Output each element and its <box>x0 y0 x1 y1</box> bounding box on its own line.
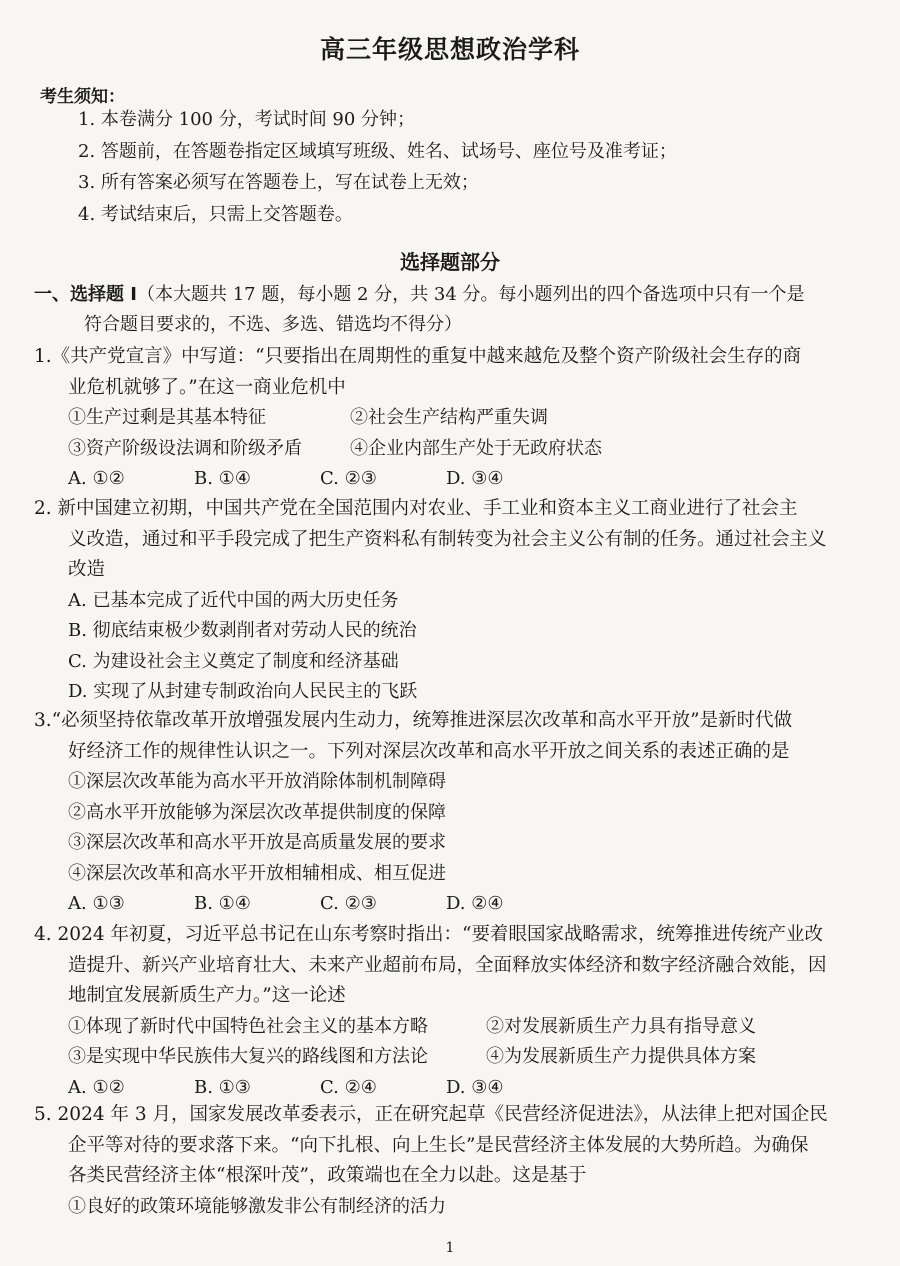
option-c: C. 为建设社会主义奠定了制度和经济基础 <box>68 650 399 672</box>
statement: ④企业内部生产处于无政府状态 <box>350 437 602 459</box>
option-a: A. ①② <box>68 1076 125 1098</box>
statement-row <box>34 434 874 465</box>
notice-heading: 考生须知： <box>40 87 125 107</box>
page-title: 高三年级思想政治学科 <box>319 35 580 64</box>
notice-item: 1. 本卷满分 100 分，考试时间 90 分钟； <box>78 109 416 130</box>
option-b: B. 彻底结束极少数剥削者对劳动人民的统治 <box>68 620 417 641</box>
statement: ①生产过剩是其基本特征 <box>68 407 266 428</box>
option-c: C. ②④ <box>320 1076 377 1098</box>
statement: ③资产阶级设法调和阶级矛盾 <box>68 437 302 459</box>
question-stem: 3.“必须坚持依靠改革开放增强发展内生动力，统筹推进深层次改革和高水平开放”是新时代做 <box>34 710 793 731</box>
option-c: C. ②③ <box>320 468 377 489</box>
option-d: D. ②④ <box>446 893 504 914</box>
question-stem-cont: 业危机就够了。”在这一商业危机中 <box>68 376 346 398</box>
option-b: B. ①③ <box>194 1076 251 1098</box>
option-a: A. 已基本完成了近代中国的两大历史任务 <box>68 589 399 611</box>
statement: ③深层次改革和高水平开放是高质量发展的要求 <box>68 832 446 853</box>
answer-options <box>34 464 874 495</box>
question-5 <box>34 1100 874 1222</box>
option-b: B. ①④ <box>194 468 251 489</box>
part-desc: （本大题共 17 题，每小题 2 分，共 34 分。每小题列出的四个备选项中只有一个是 <box>136 284 805 305</box>
question-stem: 5. 2024 年 3 月，国家发展改革委表示，正在研究起草《民营经济促进法》，从法律上把对国企民 <box>34 1104 828 1125</box>
option-b: B. ①④ <box>194 893 251 914</box>
question-3 <box>34 706 874 920</box>
question-4 <box>34 920 874 1103</box>
answer-options <box>34 889 874 920</box>
question-stem: 4. 2024 年初夏，习近平总书记在山东考察时指出：“要着眼国家战略需求，统筹推进传统产业改 <box>34 924 823 945</box>
notice-list <box>78 104 878 230</box>
statement: ①良好的政策环境能够激发非公有制经济的活力 <box>68 1195 446 1217</box>
question-2 <box>34 494 874 708</box>
question-stem-cont: 造提升、新兴产业培育壮大、未来产业超前布局，全面释放实体经济和数字经济融合效能，因 <box>68 954 827 976</box>
statement: ③是实现中华民族伟大复兴的路线图和方法论 <box>68 1046 428 1067</box>
question-stem-cont: 义改造，通过和平手段完成了把生产资料私有制转变为社会主义公有制的任务。通过社会主义 <box>68 528 827 550</box>
page-number: 1 <box>445 1240 455 1256</box>
option-d: D. 实现了从封建专制政治向人民民主的飞跃 <box>68 681 418 702</box>
option-d: D. ③④ <box>446 1076 504 1098</box>
part-desc-cont: 符合题目要求的，不选、多选、错选均不得分） <box>84 314 462 335</box>
option-d: D. ③④ <box>446 468 504 489</box>
statement: ④深层次改革和高水平开放相辅相成、相互促进 <box>68 862 446 884</box>
question-1 <box>34 342 874 495</box>
answer-options <box>34 1073 874 1104</box>
option-c: C. ②③ <box>320 893 377 914</box>
question-stem-cont: 改造 <box>68 559 106 580</box>
question-stem-cont: 企平等对待的要求落下来。“向下扎根、向上生长”是民营经济主体发展的大势所趋。为确保 <box>68 1134 809 1156</box>
question-stem-cont: 各类民营经济主体“根深叶茂”，政策端也在全力以赴。这是基于 <box>68 1165 587 1186</box>
statement: ④为发展新质生产力提供具体方案 <box>486 1046 756 1067</box>
notice-item: 2. 答题前，在答题卷指定区域填写班级、姓名、试场号、座位号及准考证； <box>78 140 677 162</box>
question-stem: 1.《共产党宣言》中写道：“只要指出在周期性的重复中越来越危及整个资产阶级社会生存的商 <box>34 346 802 367</box>
notice-item: 4. 考试结束后，只需上交答题卷。 <box>78 203 353 225</box>
statement: ②社会生产结构严重失调 <box>350 407 548 428</box>
question-stem-cont: 地制宜发展新质生产力。”这一论述 <box>68 985 346 1006</box>
statement-row <box>34 403 874 434</box>
section-title: 选择题部分 <box>400 250 500 274</box>
statement: ①体现了新时代中国特色社会主义的基本方略 <box>68 1015 428 1037</box>
question-stem-cont: 好经济工作的规律性认识之一。下列对深层次改革和高水平开放之间关系的表述正确的是 <box>68 740 790 762</box>
option-a: A. ①② <box>68 468 125 489</box>
statement-row <box>34 1042 874 1073</box>
statement: ②对发展新质生产力具有指导意义 <box>486 1015 756 1037</box>
statement: ①深层次改革能为高水平开放消除体制机制障碍 <box>68 771 446 792</box>
question-stem: 2. 新中国建立初期，中国共产党在全国范围内对农业、手工业和资本主义工商业进行了社会主 <box>34 498 798 519</box>
part-lead: 一、选择题 I <box>34 284 137 305</box>
statement-row <box>34 1012 874 1043</box>
notice-item: 3. 所有答案必须写在答题卷上，写在试卷上无效； <box>78 172 479 193</box>
statement: ②高水平开放能够为深层次改革提供制度的保障 <box>68 801 446 823</box>
part-intro <box>34 280 874 340</box>
option-a: A. ①③ <box>68 893 125 914</box>
